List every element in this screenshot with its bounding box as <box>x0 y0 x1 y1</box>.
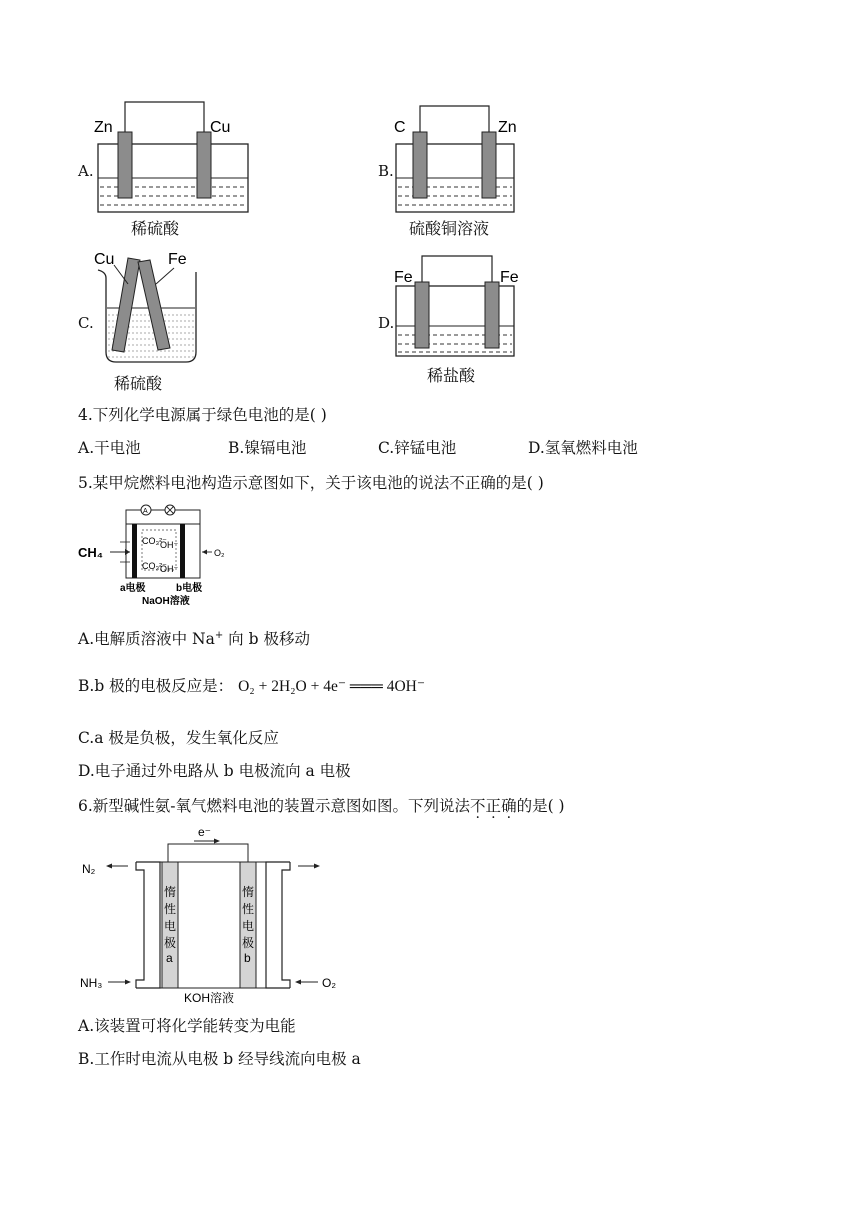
q6-electrode-a-char-5: a <box>166 951 173 965</box>
q6-electron-label: e⁻ <box>198 825 212 839</box>
q6-o2-label: O₂ <box>322 976 336 990</box>
q5-option-b-equation: O₂ + 2H₂O + 4e⁻ ═══ 4OH⁻ <box>238 678 426 695</box>
q3b-left-label: C <box>394 119 406 136</box>
q6-option-b: B.工作时电流从电极 b 经导线流向电极 a <box>78 1050 361 1068</box>
q4-option-a: A.干电池 <box>78 439 141 457</box>
q5-ammeter-label: A <box>143 508 148 515</box>
q3-option-a-solution: 稀硫酸 <box>131 219 180 238</box>
q6-stem: 6.新型碱性氨-氧气燃料电池的装置示意图如图。下列说法不正确的是( ) <box>78 797 565 815</box>
q5-ion-carbonate-2: CO₃²⁻ <box>142 561 167 571</box>
q3-option-c-figure <box>92 244 212 368</box>
q6-electrode-b-char-1: 惰 <box>242 885 255 899</box>
q6-fuel-cell-figure <box>76 822 366 1008</box>
q3-option-d-solution: 稀盐酸 <box>427 366 476 385</box>
q4-option-d: D.氢氧燃料电池 <box>528 439 638 457</box>
q5-o2-label: O₂ <box>214 548 225 558</box>
q4-stem: 4.下列化学电源属于绿色电池的是( ) <box>78 406 327 424</box>
q3b-right-label: Zn <box>498 119 517 136</box>
q6-electrode-b-char-4: 极 <box>242 936 255 950</box>
q3-option-a-letter: A. <box>78 162 94 180</box>
q6-electrode-b-char-3: 电 <box>242 919 255 933</box>
q3d-right-label: Fe <box>500 269 519 286</box>
q3-option-b-letter: B. <box>378 162 394 180</box>
q6-nh3-label: NH₃ <box>80 976 103 990</box>
q3d-left-label: Fe <box>394 269 413 286</box>
q6-option-a: A.该装置可将化学能转变为电能 <box>78 1017 296 1035</box>
q3-option-c-letter: C. <box>78 314 94 332</box>
q5-electrolyte-label: NaOH溶液 <box>142 596 190 607</box>
q5-ion-hydroxide-1: OH⁻ <box>160 540 179 550</box>
q6-electrode-a-char-2: 性 <box>164 902 177 916</box>
q4-option-b: B.镍镉电池 <box>228 439 307 457</box>
q3-option-d-figure <box>390 250 530 360</box>
q4-option-c: C.锌锰电池 <box>378 439 457 457</box>
q3-option-c-solution: 稀硫酸 <box>114 374 163 393</box>
q5-option-c: C.a 极是负极，发生氧化反应 <box>78 729 279 747</box>
q3-option-d-letter: D. <box>378 314 395 332</box>
q6-electrode-a-char-3: 电 <box>164 919 177 933</box>
q3c-left-label: Cu <box>94 251 115 268</box>
q5-option-a: A.电解质溶液中 Na+ 向 b 极移动 <box>78 630 310 649</box>
q3a-right-label: Cu <box>210 119 231 136</box>
q3a-left-label: Zn <box>94 119 113 136</box>
q5-stem: 5.某甲烷燃料电池构造示意图如下，关于该电池的说法不正确的是( ) <box>78 474 544 492</box>
q6-electrode-b-char-2: 性 <box>242 902 255 916</box>
q6-electrolyte-label: KOH溶液 <box>184 991 235 1005</box>
q6-n2-label: N₂ <box>82 862 96 876</box>
q5-ch4-label: CH₄ <box>78 545 103 560</box>
q6-electrode-a-char-1: 惰 <box>164 885 177 899</box>
q3c-right-label: Fe <box>168 251 187 268</box>
q5-ion-hydroxide-2: OH⁻ <box>160 564 179 574</box>
q5-ion-carbonate-1: CO₃²⁻ <box>142 536 167 546</box>
q5-battery-figure <box>76 502 236 610</box>
q5-a-electrode-label: a电极 <box>120 583 146 594</box>
q6-electrode-a-char-4: 极 <box>164 936 177 950</box>
q3-option-b-solution: 硫酸铜溶液 <box>409 219 490 238</box>
q5-option-b: B.b 极的电极反应是： O₂ + 2H₂O + 4e⁻ ═══ 4OH⁻ <box>78 677 426 695</box>
q5-b-electrode-label: b电极 <box>176 583 203 594</box>
q6-electrode-b-char-5: b <box>244 951 251 965</box>
q5-option-d: D.电子通过外电路从 b 电极流向 a 电极 <box>78 762 351 780</box>
